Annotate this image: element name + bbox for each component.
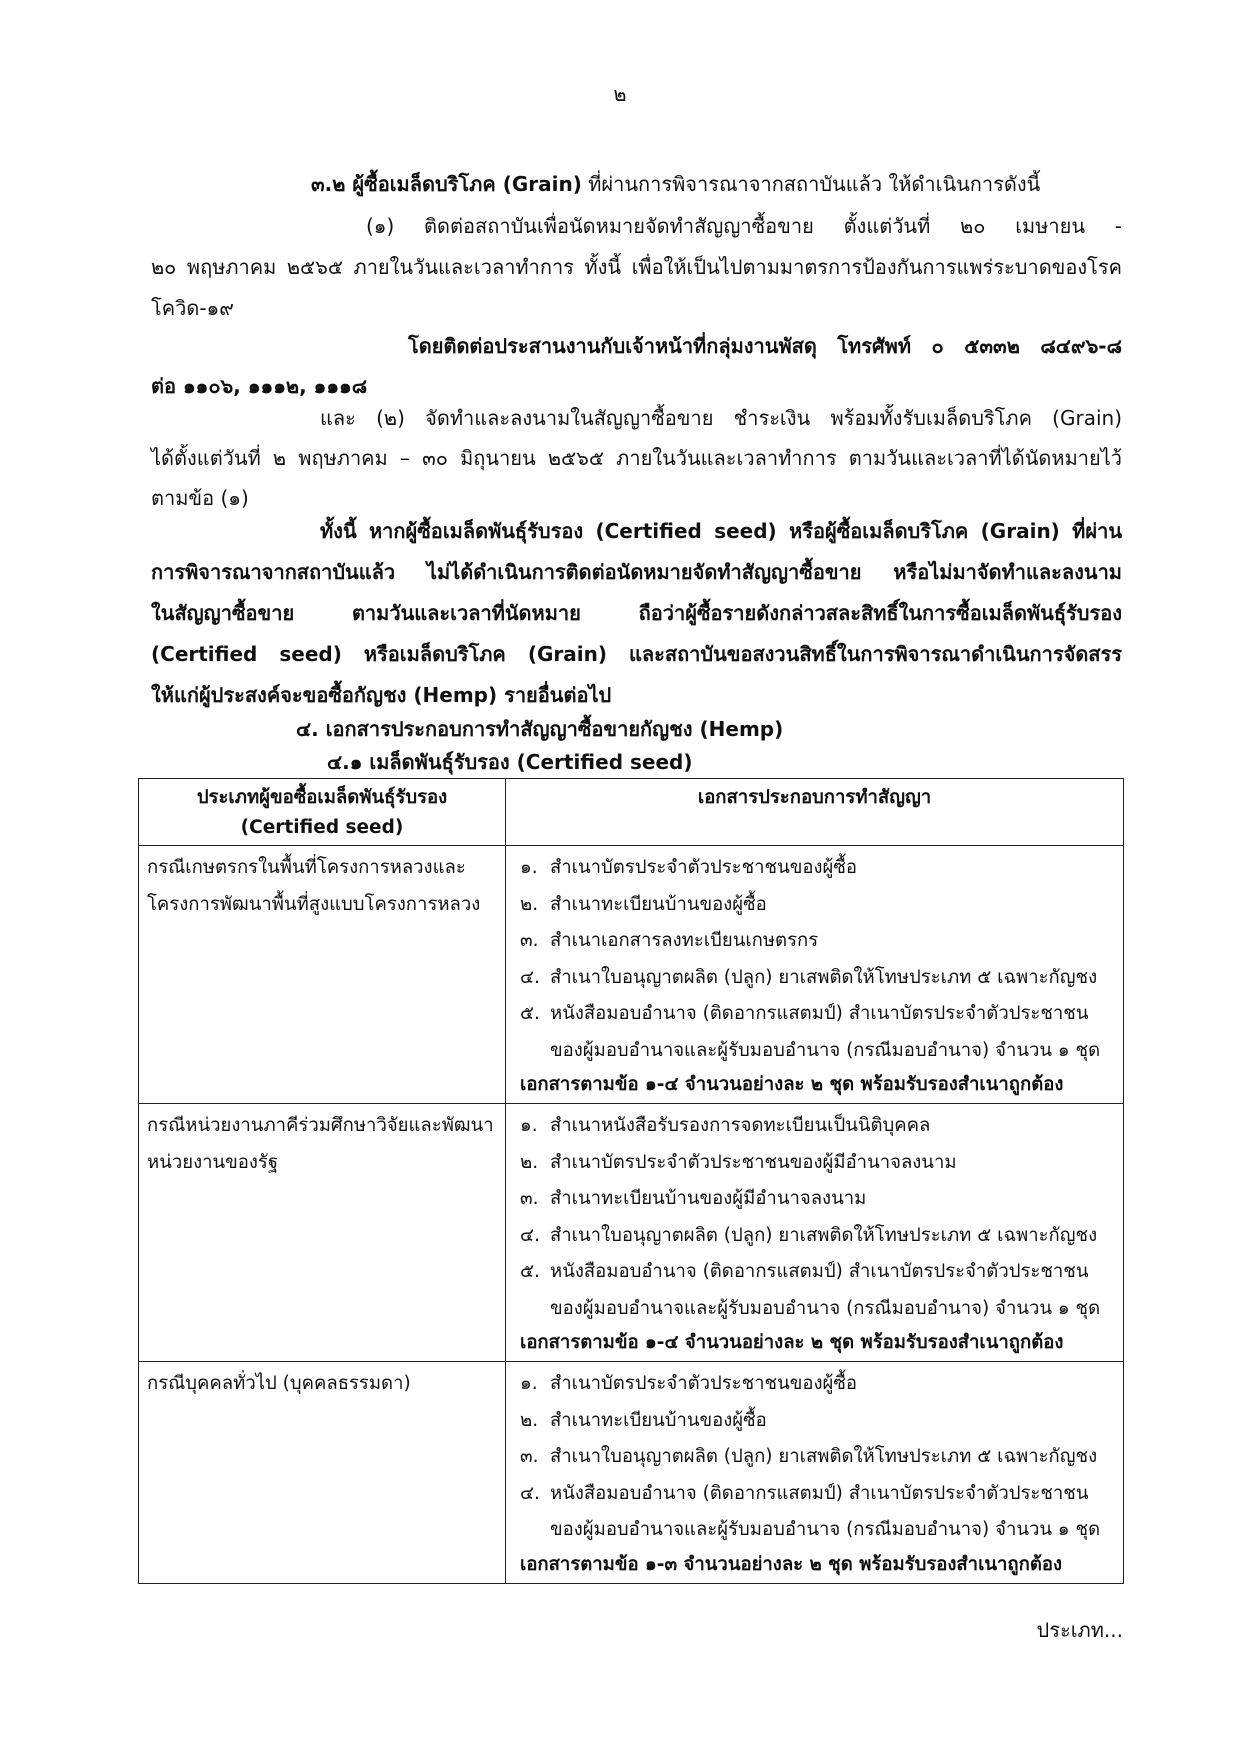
section-4-heading: ๔. เอกสารประกอบการทำสัญญาซื้อขายกัญชง (Hemp) — [296, 717, 784, 741]
warning-line-1: ทั้งนี้ หากผู้ซื้อเมล็ดพันธุ์รับรอง (Certified seed) หรือผู้ซื้อเมล็ดบริโภค (Grain) ที่ผ่าน — [320, 519, 1122, 543]
contact-line-1: โดยติดต่อประสานงานกับเจ้าหน้าที่กลุ่มงานพัสดุ โทรศัพท์ ๐ ๕๓๓๒ ๘๔๙๖-๘ — [408, 334, 1122, 358]
page-number: ๒ — [613, 82, 627, 106]
section-3-2-title: ๓.๒ ผู้ซื้อเมล็ดบริโภค (Grain) — [311, 172, 582, 196]
applicant-type-cell — [139, 846, 506, 1104]
applicant-type-cell — [139, 1362, 506, 1584]
document-item — [520, 1366, 1115, 1403]
document-item-number: ๒. — [520, 893, 539, 915]
copies-requirement-note: เอกสารตามข้อ ๑-๓ จำนวนอย่างละ ๒ ชุด พร้อมรับรองสำเนาถูกต้อง — [520, 1553, 1062, 1575]
document-item — [520, 1181, 1115, 1218]
applicant-type-line-2: หน่วยงานของรัฐ — [147, 1152, 279, 1173]
document-item-text: สำเนาใบอนุญาตผลิต (ปลูก) ยาเสพติดให้โทษประเภท ๕ เฉพาะกัญชง — [550, 1446, 1098, 1467]
document-item-number: ๒. — [520, 1151, 539, 1173]
document-item-number: ๔. — [520, 966, 540, 988]
document-item-text: สำเนาทะเบียนบ้านของผู้ซื้อ — [550, 1409, 767, 1431]
para-2-line-3: ตามข้อ (๑) — [151, 486, 249, 510]
section-3-2-heading — [311, 168, 1040, 200]
warning-line-2: การพิจารณาจากสถาบันแล้ว ไม่ได้ดำเนินการติดต่อนัดหมายจัดทำสัญญาซื้อขาย หรือไม่มาจัดทำและลงนาม — [151, 560, 1122, 584]
documents-cell — [506, 1104, 1124, 1362]
document-item-number: ๔. — [520, 1482, 540, 1504]
document-item-text: หนังสือมอบอำนาจ (ติดอากรแสตมป์) สำเนาบัตรประจำตัวประชาชนของผู้มอบอำนาจและผู้รับมอบอำนาจ (กรณีมอบอำนาจ) จำนวน ๑ ชุด — [550, 1261, 1101, 1319]
warning-line-5: ให้แก่ผู้ประสงค์จะขอซื้อกัญชง (Hemp) รายอื่นต่อไป — [151, 683, 612, 707]
documents-table — [138, 778, 1124, 1584]
warning-line-4: (Certified seed) หรือเมล็ดบริโภค (Grain) และสถาบันขอสงวนสิทธิ์ในการพิจารณาดำเนินการจัดสรร — [151, 642, 1122, 666]
document-item-number: ๑. — [520, 857, 538, 878]
document-item — [520, 887, 1115, 924]
document-item — [520, 1145, 1115, 1182]
document-item-text: สำเนาบัตรประจำตัวประชาชนของผู้มีอำนาจลงนาม — [550, 1151, 957, 1173]
document-item-text: หนังสือมอบอำนาจ (ติดอากรแสตมป์) สำเนาบัตรประจำตัวประชาชนของผู้มอบอำนาจและผู้รับมอบอำนาจ (กรณีมอบอำนาจ) จำนวน ๑ ชุด — [550, 1003, 1101, 1061]
document-item — [520, 1476, 1115, 1549]
document-item-text: สำเนาบัตรประจำตัวประชาชนของผู้ซื้อ — [550, 857, 858, 878]
warning-line-3: ในสัญญาซื้อขาย ตามวันและเวลาที่นัดหมาย ถือว่าผู้ซื้อรายดังกล่าวสละสิทธิ์ในการซื้อเมล็ดพันธุ์รับรอง — [151, 601, 1122, 625]
section-3-2-title-rest: ที่ผ่านการพิจารณาจากสถาบันแล้ว ให้ดำเนินการดังนี้ — [581, 172, 1041, 196]
table-row — [139, 1104, 1124, 1362]
applicant-type-line-1: กรณีเกษตรกรในพื้นที่โครงการหลวงและ — [147, 857, 466, 878]
applicant-type-line-2: โครงการพัฒนาพื้นที่สูงแบบโครงการหลวง — [147, 894, 481, 915]
document-item-number: ๑. — [520, 1115, 538, 1136]
document-item — [520, 1218, 1115, 1255]
document-item — [520, 923, 1115, 960]
document-item-number: ๓. — [520, 1446, 539, 1467]
header-applicant-type-line-2: (Certified seed) — [240, 817, 404, 838]
para-1-line-1: (๑) ติดต่อสถาบันเพื่อนัดหมายจัดทำสัญญาซื้อขาย ตั้งแต่วันที่ ๒๐ เมษายน - — [366, 214, 1123, 238]
section-4-1-heading: ๔.๑ เมล็ดพันธุ์รับรอง (Certified seed) — [327, 750, 693, 774]
para-2-line-2: ได้ตั้งแต่วันที่ ๒ พฤษภาคม – ๓๐ มิถุนายน ๒๕๖๕ ภายในวันและเวลาทำการ ตามวันและเวลาที่ได้นัดหมายไว้ — [151, 446, 1122, 470]
contact-line-2: ต่อ ๑๑๐๖, ๑๑๑๒, ๑๑๑๘ — [151, 374, 368, 398]
document-item-text: สำเนาใบอนุญาตผลิต (ปลูก) ยาเสพติดให้โทษประเภท ๕ เฉพาะกัญชง — [550, 966, 1098, 988]
document-item — [520, 1439, 1115, 1476]
document-item — [520, 1254, 1115, 1327]
para-1-line-2: ๒๐ พฤษภาคม ๒๕๖๕ ภายในวันและเวลาทำการ ทั้งนี้ เพื่อให้เป็นไปตามมาตรการป้องกันการแพร่ระบาดของโรค — [151, 255, 1122, 279]
document-item-number: ๕. — [520, 1261, 540, 1282]
document-item-number: ๑. — [520, 1373, 538, 1394]
applicant-type-line-1: กรณีบุคคลทั่วไป (บุคคลธรรมดา) — [147, 1373, 411, 1394]
document-item-number: ๕. — [520, 1003, 540, 1024]
document-item — [520, 850, 1115, 887]
header-applicant-type — [139, 779, 506, 846]
document-item — [520, 996, 1115, 1069]
document-item — [520, 960, 1115, 997]
document-item — [520, 1108, 1115, 1145]
continuation-marker: ประเภท... — [1036, 1618, 1123, 1642]
document-item-text: สำเนาใบอนุญาตผลิต (ปลูก) ยาเสพติดให้โทษประเภท ๕ เฉพาะกัญชง — [550, 1224, 1098, 1246]
table-row — [139, 846, 1124, 1104]
applicant-type-line-1: กรณีหน่วยงานภาคีร่วมศึกษาวิจัยและพัฒนา — [147, 1115, 494, 1136]
header-documents: เอกสารประกอบการทำสัญญา — [506, 779, 1124, 846]
copies-requirement-note: เอกสารตามข้อ ๑-๔ จำนวนอย่างละ ๒ ชุด พร้อมรับรองสำเนาถูกต้อง — [520, 1332, 1064, 1353]
table-header-row — [139, 779, 1124, 846]
document-item-text: หนังสือมอบอำนาจ (ติดอากรแสตมป์) สำเนาบัตรประจำตัวประชาชนของผู้มอบอำนาจและผู้รับมอบอำนาจ (กรณีมอบอำนาจ) จำนวน ๑ ชุด — [550, 1482, 1101, 1540]
documents-cell — [506, 1362, 1124, 1584]
applicant-type-cell — [139, 1104, 506, 1362]
document-item-text: สำเนาทะเบียนบ้านของผู้ซื้อ — [550, 893, 767, 915]
document-item-number: ๔. — [520, 1224, 540, 1246]
document-item-number: ๓. — [520, 1188, 539, 1209]
document-item-number: ๓. — [520, 930, 539, 951]
document-item-text: สำเนาหนังสือรับรองการจดทะเบียนเป็นนิติบุคคล — [550, 1115, 931, 1136]
para-2-line-1: และ (๒) จัดทำและลงนามในสัญญาซื้อขาย ชำระเงิน พร้อมทั้งรับเมล็ดบริโภค (Grain) — [320, 406, 1122, 430]
para-1-line-3: โควิด-๑๙ — [151, 296, 234, 320]
table-row — [139, 1362, 1124, 1584]
document-item-text: สำเนาบัตรประจำตัวประชาชนของผู้ซื้อ — [550, 1373, 858, 1394]
header-applicant-type-line-1: ประเภทผู้ขอซื้อเมล็ดพันธุ์รับรอง — [196, 787, 448, 808]
document-item-text: สำเนาทะเบียนบ้านของผู้มีอำนาจลงนาม — [550, 1188, 867, 1209]
documents-cell — [506, 846, 1124, 1104]
document-item-text: สำเนาเอกสารลงทะเบียนเกษตรกร — [550, 930, 819, 951]
document-item — [520, 1403, 1115, 1440]
copies-requirement-note: เอกสารตามข้อ ๑-๔ จำนวนอย่างละ ๒ ชุด พร้อมรับรองสำเนาถูกต้อง — [520, 1074, 1064, 1095]
document-item-number: ๒. — [520, 1409, 539, 1431]
